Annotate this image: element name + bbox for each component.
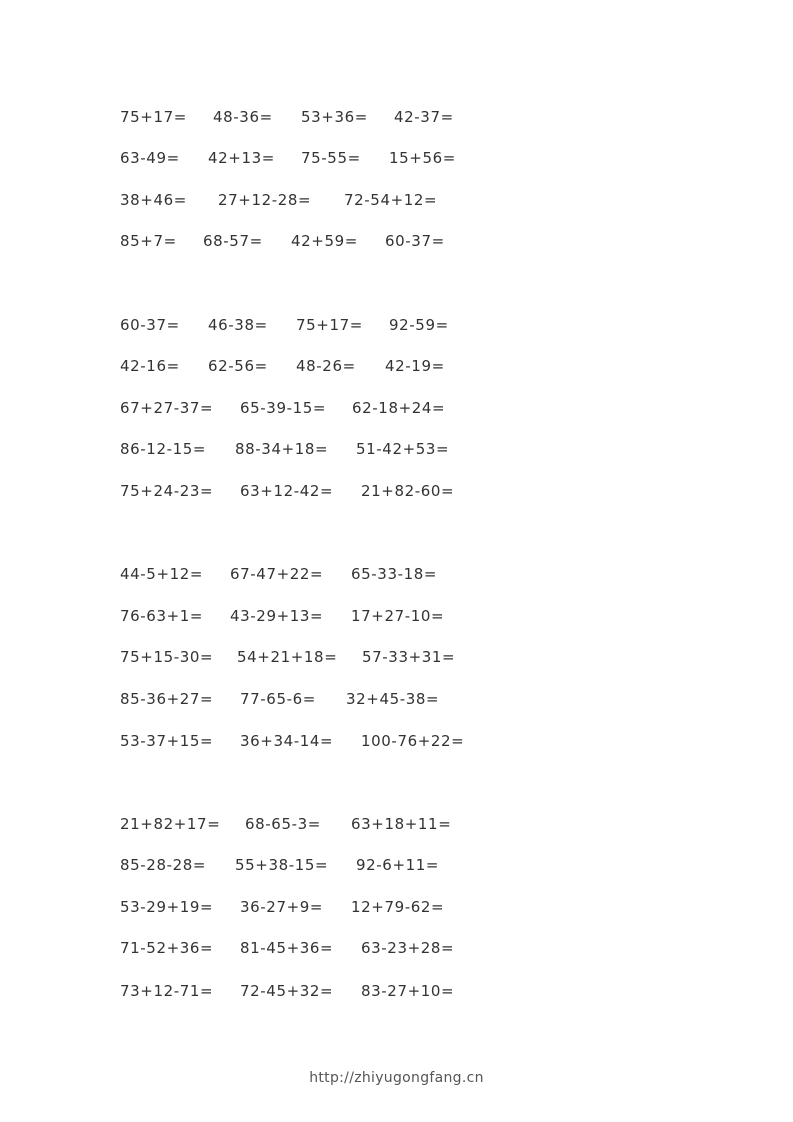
problem: 60-37= (120, 316, 180, 334)
problem: 32+45-38= (346, 690, 440, 708)
problem: 67-47+22= (230, 565, 324, 583)
problem: 100-76+22= (361, 732, 465, 750)
problem: 21+82-60= (361, 482, 455, 500)
problem: 43-29+13= (230, 607, 324, 625)
problem: 65-39-15= (240, 399, 327, 417)
problem: 53+36= (301, 108, 368, 126)
problem: 63-49= (120, 149, 180, 167)
problem: 63-23+28= (361, 939, 455, 957)
problem: 62-18+24= (352, 399, 446, 417)
problem: 77-65-6= (240, 690, 316, 708)
problem: 75+17= (296, 316, 363, 334)
problem: 81-45+36= (240, 939, 334, 957)
problem: 51-42+53= (356, 440, 450, 458)
problem: 54+21+18= (237, 648, 338, 666)
problem: 36-27+9= (240, 898, 324, 916)
problem: 57-33+31= (362, 648, 456, 666)
problem: 53-29+19= (120, 898, 214, 916)
problem: 15+56= (389, 149, 456, 167)
problem: 71-52+36= (120, 939, 214, 957)
problem: 67+27-37= (120, 399, 214, 417)
problem: 92-59= (389, 316, 449, 334)
problem: 75-55= (301, 149, 361, 167)
problem: 46-38= (208, 316, 268, 334)
problem: 92-6+11= (356, 856, 440, 874)
problem: 72-54+12= (344, 191, 438, 209)
problem: 17+27-10= (351, 607, 445, 625)
problem: 27+12-28= (218, 191, 312, 209)
problem: 63+18+11= (351, 815, 452, 833)
problem: 88-34+18= (235, 440, 329, 458)
problem: 68-65-3= (245, 815, 321, 833)
problem: 76-63+1= (120, 607, 204, 625)
problem: 42-19= (385, 357, 445, 375)
problem: 83-27+10= (361, 982, 455, 1000)
problem: 73+12-71= (120, 982, 214, 1000)
problem: 75+24-23= (120, 482, 214, 500)
problem: 42-37= (394, 108, 454, 126)
problem: 44-5+12= (120, 565, 204, 583)
problem: 48-26= (296, 357, 356, 375)
problem: 42+59= (291, 232, 358, 250)
problem: 42+13= (208, 149, 275, 167)
problem: 53-37+15= (120, 732, 214, 750)
problem: 85+7= (120, 232, 177, 250)
footer-url[interactable]: http://zhiyugongfang.cn (309, 1070, 484, 1086)
problem: 75+17= (120, 108, 187, 126)
problem: 12+79-62= (351, 898, 445, 916)
problem: 60-37= (385, 232, 445, 250)
problem: 72-45+32= (240, 982, 334, 1000)
problem: 38+46= (120, 191, 187, 209)
problem: 21+82+17= (120, 815, 221, 833)
problem: 36+34-14= (240, 732, 334, 750)
problem: 85-28-28= (120, 856, 207, 874)
problem: 42-16= (120, 357, 180, 375)
problem: 86-12-15= (120, 440, 207, 458)
problem: 85-36+27= (120, 690, 214, 708)
problem: 75+15-30= (120, 648, 214, 666)
problem: 62-56= (208, 357, 268, 375)
problem: 65-33-18= (351, 565, 438, 583)
problem: 48-36= (213, 108, 273, 126)
problem: 55+38-15= (235, 856, 329, 874)
problem: 63+12-42= (240, 482, 334, 500)
problem: 68-57= (203, 232, 263, 250)
